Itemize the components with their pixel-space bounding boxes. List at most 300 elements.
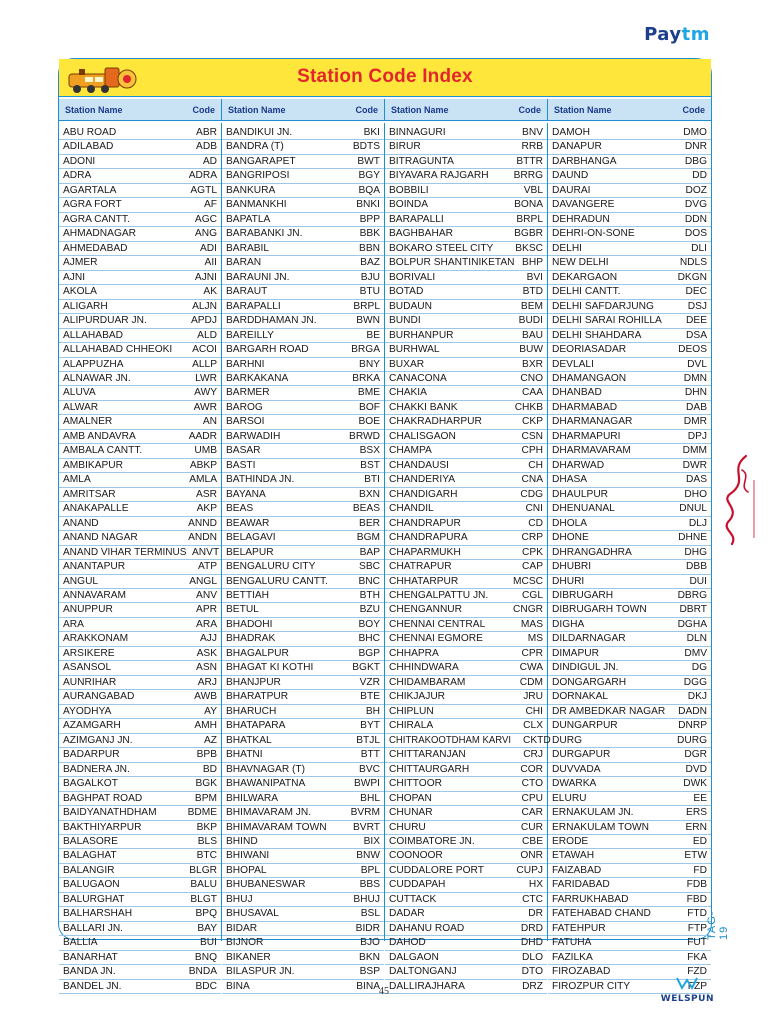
station-code: CKTD [523, 734, 551, 746]
station-code: CTO [521, 778, 543, 790]
station-name: BANDEL JN. [63, 980, 122, 992]
station-name: CHANDRAPURA [389, 532, 468, 544]
station-row [59, 951, 221, 965]
station-name: DURG [552, 734, 582, 746]
station-name: BETUL [226, 604, 259, 616]
station-code: BTE [360, 691, 380, 703]
station-row [385, 690, 547, 704]
station-code: BNV [522, 127, 543, 138]
welspun-mark-icon [676, 977, 698, 989]
station-code: AY [204, 705, 217, 717]
station-row [222, 531, 384, 545]
station-row [59, 647, 221, 661]
station-row [59, 430, 221, 444]
station-name: BHIMAVARAM JN. [226, 807, 312, 819]
station-name: BARABIL [226, 242, 270, 254]
station-row [59, 965, 221, 979]
station-code: VZR [359, 676, 380, 688]
station-row [548, 169, 711, 183]
station-row [59, 256, 221, 270]
station-row [59, 864, 221, 878]
station-row [222, 256, 384, 270]
station-row [59, 878, 221, 892]
station-name: BHAVNAGAR (T) [226, 763, 306, 775]
station-row [222, 401, 384, 415]
station-code: CHKB [514, 401, 543, 413]
station-name: FIROZPUR CITY [552, 980, 631, 992]
station-code: CRJ [523, 749, 543, 761]
station-row [548, 155, 711, 169]
station-row [385, 603, 547, 617]
station-code: BTT [360, 749, 380, 761]
station-row [385, 314, 547, 328]
station-name: DUNGARPUR [552, 720, 618, 732]
station-name: DHENUANAL [552, 503, 615, 515]
header-station-name: Station Name [65, 105, 123, 115]
station-name: ADRA [63, 170, 92, 182]
station-code: DNRP [678, 720, 707, 732]
station-name: DALLIRAJHARA [389, 980, 465, 992]
station-code: FZD [687, 966, 707, 978]
station-code: BRRG [513, 170, 543, 182]
station-code: DLN [686, 633, 707, 645]
station-code: AGC [194, 213, 217, 225]
station-row [385, 734, 551, 748]
station-code: AJJ [200, 633, 217, 645]
station-code: APR [196, 604, 217, 616]
station-code: CNO [520, 372, 543, 384]
station-row [222, 560, 384, 574]
station-code: EE [693, 792, 707, 804]
station-code: AMH [194, 720, 217, 732]
station-code: DHNE [678, 532, 707, 544]
station-row [548, 690, 711, 704]
station-name: AJMER [63, 257, 98, 269]
station-row [59, 126, 221, 140]
station-code: ARA [196, 618, 217, 630]
station-code: AADR [188, 430, 217, 442]
station-name: ARSIKERE [63, 647, 115, 659]
station-name: FATUHA [552, 937, 592, 949]
station-name: BAGALKOT [63, 778, 118, 790]
station-row [385, 155, 547, 169]
station-name: BHAGAT KI KOTHI [226, 662, 314, 674]
station-name: DHARMANAGAR [552, 416, 633, 428]
station-name: BALASORE [63, 835, 118, 847]
station-name: DIBRUGARH TOWN [552, 604, 647, 616]
station-code: AZ [203, 734, 217, 746]
station-code: BD [202, 763, 217, 775]
station-row [59, 459, 221, 473]
station-code: AWR [193, 401, 217, 413]
station-row [385, 893, 547, 907]
station-name: BARWADIH [226, 430, 281, 442]
station-name: DORNAKAL [552, 691, 609, 703]
station-code: BWT [357, 155, 380, 167]
station-name: ANAND NAGAR [63, 532, 138, 544]
station-code: ARJ [197, 676, 217, 688]
station-row [385, 126, 547, 140]
station-row [222, 936, 384, 950]
station-code: BEAS [352, 503, 380, 515]
station-code: BTC [196, 850, 217, 862]
station-name: BUNDI [389, 315, 421, 327]
station-code: DVG [684, 199, 707, 211]
station-code: ASN [196, 662, 217, 674]
station-row [385, 227, 547, 241]
station-code: SBC [359, 561, 380, 573]
station-name: CHENNAI EGMORE [389, 633, 483, 645]
station-name: BHIWANI [226, 850, 270, 862]
station-code: FZP [687, 980, 707, 992]
station-name: ADILABAD [63, 141, 114, 153]
station-code: BST [360, 459, 380, 471]
station-code: BPM [194, 792, 217, 804]
station-row [385, 372, 547, 386]
station-row [222, 184, 384, 198]
station-code: DLJ [688, 517, 707, 529]
station-name: CHIKJAJUR [389, 691, 446, 703]
station-row [59, 893, 221, 907]
station-row [222, 965, 384, 979]
station-name: BAGHPAT ROAD [63, 792, 143, 804]
station-row [548, 401, 711, 415]
station-row [548, 835, 711, 849]
header-code: Code [682, 105, 705, 115]
station-row [59, 907, 221, 921]
station-row [548, 488, 711, 502]
station-code: ALLP [192, 358, 217, 370]
station-row [59, 329, 221, 343]
station-name: ERNAKULAM TOWN [552, 821, 649, 833]
station-name: DHONE [552, 532, 589, 544]
station-row [385, 242, 547, 256]
station-name: CHOPAN [389, 792, 432, 804]
station-name: DWARKA [552, 778, 597, 790]
station-row [222, 690, 384, 704]
station-name: BALLARI JN. [63, 922, 124, 934]
station-name: DHRANGADHRA [552, 546, 632, 558]
station-name: BATHINDA JN. [226, 474, 295, 486]
station-code: BKSC [515, 242, 543, 254]
station-name: DARBHANGA [552, 155, 617, 167]
station-code: BGM [356, 532, 380, 544]
station-row [59, 589, 221, 603]
station-row [59, 734, 221, 748]
station-row [385, 676, 547, 690]
station-row [59, 343, 221, 357]
station-name: BADNERA JN. [63, 763, 130, 775]
station-name: BHIND [226, 835, 258, 847]
station-row [385, 488, 547, 502]
station-name: ARAKKONAM [63, 633, 129, 645]
station-row [222, 893, 384, 907]
station-name: BEAS [226, 503, 254, 515]
station-row [548, 242, 711, 256]
station-code: BTU [359, 286, 380, 298]
station-row [222, 763, 384, 777]
station-name: DHURI [552, 575, 585, 587]
station-row [548, 618, 711, 632]
station-name: BANGARAPET [226, 155, 296, 167]
station-name: FAZILKA [552, 951, 593, 963]
station-name: DR AMBEDKAR NAGAR [552, 705, 666, 717]
station-code: CRP [521, 532, 543, 544]
station-name: AYODHYA [63, 705, 112, 717]
station-code: DD [692, 170, 707, 182]
station-row [548, 227, 711, 241]
station-code: BTI [364, 474, 380, 486]
station-code: FUT [687, 937, 707, 949]
station-row [222, 517, 384, 531]
station-row [548, 560, 711, 574]
station-row [548, 922, 711, 936]
station-code: CDM [519, 676, 543, 688]
station-name: COONOOR [389, 850, 443, 862]
station-code: ATP [197, 561, 217, 573]
station-code: CUPJ [516, 864, 543, 876]
station-name: BHARATPUR [226, 691, 289, 703]
column-header [222, 99, 385, 120]
station-code: BHC [358, 633, 380, 645]
station-name: CHITTAURGARH [389, 763, 470, 775]
station-row [59, 835, 221, 849]
station-name: DUVVADA [552, 763, 601, 775]
station-row [385, 415, 547, 429]
station-row [548, 603, 711, 617]
station-row [59, 849, 221, 863]
station-code: BNKI [356, 199, 380, 211]
station-name: DHARMAPURI [552, 430, 621, 442]
station-row [59, 763, 221, 777]
station-code: AD [202, 155, 217, 167]
station-code: DEE [686, 315, 707, 327]
station-row [548, 632, 711, 646]
station-row [59, 198, 221, 212]
station-code: ACOI [192, 344, 217, 356]
station-name: BARAN [226, 257, 262, 269]
station-name: BOINDA [389, 199, 429, 211]
station-code: DHN [684, 387, 707, 399]
station-row [548, 748, 711, 762]
station-code: BGBR [514, 228, 543, 240]
station-name: DHUBRI [552, 561, 592, 573]
station-row [548, 546, 711, 560]
station-row [222, 878, 384, 892]
station-name: BANDRA (T) [226, 141, 284, 153]
station-code: ADI [200, 242, 217, 254]
station-row [385, 271, 547, 285]
station-code: BDC [195, 980, 217, 992]
station-code: CNI [525, 503, 543, 515]
station-name: CANACONA [389, 372, 447, 384]
station-name: CHIRALA [389, 720, 434, 732]
station-row [59, 155, 221, 169]
station-name: DHASA [552, 474, 588, 486]
station-name: CHENGANNUR [389, 604, 463, 616]
station-code: BHP [522, 257, 543, 269]
station-row [222, 227, 384, 241]
station-row [59, 401, 221, 415]
station-column-4 [548, 123, 711, 992]
station-row [222, 546, 384, 560]
station-name: ALUVA [63, 387, 96, 399]
station-code: LWR [195, 372, 217, 384]
station-code: BTTR [516, 155, 543, 167]
station-name: CHIPLUN [389, 705, 434, 717]
station-row [548, 473, 711, 487]
station-name: ANGUL [63, 575, 99, 587]
station-code: ASK [196, 647, 217, 659]
station-row [385, 849, 547, 863]
station-row [548, 415, 711, 429]
station-name: BARHNI [226, 358, 265, 370]
station-name: BARAPALLI [226, 300, 281, 312]
station-name: BADARPUR [63, 749, 120, 761]
station-row [59, 473, 221, 487]
column-header [548, 99, 711, 120]
station-name: BHATKAL [226, 734, 272, 746]
station-name: DEORIASADAR [552, 344, 627, 356]
station-name: DHANBAD [552, 387, 602, 399]
station-name: AMBIKAPUR [63, 459, 124, 471]
station-row [222, 806, 384, 820]
station-name: BOTAD [389, 286, 424, 298]
station-row [59, 502, 221, 516]
station-row [548, 329, 711, 343]
station-name: BAGHBAHAR [389, 228, 453, 240]
station-name: DURGAPUR [552, 749, 611, 761]
station-row [385, 444, 547, 458]
station-name: BOKARO STEEL CITY [389, 242, 494, 254]
station-code: BUW [519, 344, 543, 356]
station-column-3 [385, 123, 551, 992]
station-code: DMN [683, 372, 707, 384]
station-code: BJO [360, 937, 380, 949]
station-code: BGKT [352, 662, 380, 674]
station-name: DELHI SARAI ROHILLA [552, 315, 662, 327]
station-name: CHAMPA [389, 445, 432, 457]
station-code: DOZ [685, 184, 707, 196]
station-row [385, 329, 547, 343]
station-code: BOF [359, 401, 380, 413]
station-name: AGRA CANTT. [63, 213, 130, 225]
signature-logo [716, 450, 760, 550]
station-row [548, 430, 711, 444]
station-name: BORIVALI [389, 271, 436, 283]
station-code: FTP [687, 922, 707, 934]
station-code: BQA [358, 184, 380, 196]
station-code: CBE [522, 835, 543, 847]
station-code: DBG [684, 155, 707, 167]
station-row [385, 575, 547, 589]
station-name: CHANDIGARH [389, 488, 458, 500]
station-row [59, 517, 221, 531]
station-name: BEAWAR [226, 517, 270, 529]
station-row [59, 169, 221, 183]
station-name: ARA [63, 618, 84, 630]
header-code: Code [192, 105, 215, 115]
station-row [222, 647, 384, 661]
station-code: ED [692, 835, 707, 847]
station-name: ETAWAH [552, 850, 595, 862]
station-code: BOY [358, 618, 380, 630]
station-code: DKGN [677, 271, 707, 283]
station-code: BRGA [351, 344, 380, 356]
station-code: BVC [359, 763, 380, 775]
station-name: BANARHAT [63, 951, 118, 963]
station-name: AGRA FORT [63, 199, 122, 211]
paytm-logo-left: Pay [644, 24, 682, 45]
station-code: BHUJ [353, 893, 380, 905]
station-name: AUNRIHAR [63, 676, 117, 688]
station-name: CHAKIA [389, 387, 427, 399]
station-code: FKA [687, 951, 707, 963]
station-name: BHATAPARA [226, 720, 286, 732]
station-row [548, 705, 711, 719]
station-name: DONGARGARH [552, 676, 627, 688]
station-name: BURHWAL [389, 344, 440, 356]
station-row [222, 213, 384, 227]
station-name: ANAND [63, 517, 99, 529]
station-name: AGARTALA [63, 184, 117, 196]
station-row [222, 329, 384, 343]
station-row [385, 878, 547, 892]
station-code: DUI [689, 575, 707, 587]
station-row [548, 184, 711, 198]
station-name: DHOLA [552, 517, 588, 529]
station-row [548, 777, 711, 791]
station-code: UMB [194, 445, 217, 457]
welspun-logo [661, 976, 714, 1004]
station-row [385, 589, 547, 603]
station-code: BAZ [360, 257, 380, 269]
station-name: CHIDAMBARAM [389, 676, 466, 688]
station-code: DEOS [678, 344, 707, 356]
station-code: BRPL [516, 213, 543, 225]
station-code: CPU [521, 792, 543, 804]
station-row [548, 864, 711, 878]
station-code: BPQ [195, 908, 217, 920]
station-row [59, 676, 221, 690]
station-name: CHALISGAON [389, 430, 456, 442]
station-name: BALHARSHAH [63, 908, 133, 920]
station-code: BOE [358, 416, 380, 428]
station-code: CPH [521, 445, 543, 457]
station-code: BLGR [189, 864, 217, 876]
station-row [385, 343, 547, 357]
station-code: BVI [526, 271, 543, 283]
station-code: BSP [359, 966, 380, 978]
station-name: BHIMAVARAM TOWN [226, 821, 327, 833]
station-name: AMLA [63, 474, 91, 486]
station-code: DAB [686, 401, 707, 413]
station-name: FATEHPUR [552, 922, 606, 934]
station-name: BHILWARA [226, 792, 279, 804]
station-name: CHENNAI CENTRAL [389, 618, 486, 630]
station-name: BIKANER [226, 951, 271, 963]
station-name: BHADOHI [226, 618, 273, 630]
station-name: CUDDALORE PORT [389, 864, 484, 876]
station-name: BALLIA [63, 937, 98, 949]
station-row [385, 763, 547, 777]
station-code: BPB [196, 749, 217, 761]
station-row [59, 285, 221, 299]
station-code: DURG [677, 734, 707, 746]
station-row [59, 386, 221, 400]
station-name: AKOLA [63, 286, 97, 298]
station-name: CHITTARANJAN [389, 749, 466, 761]
